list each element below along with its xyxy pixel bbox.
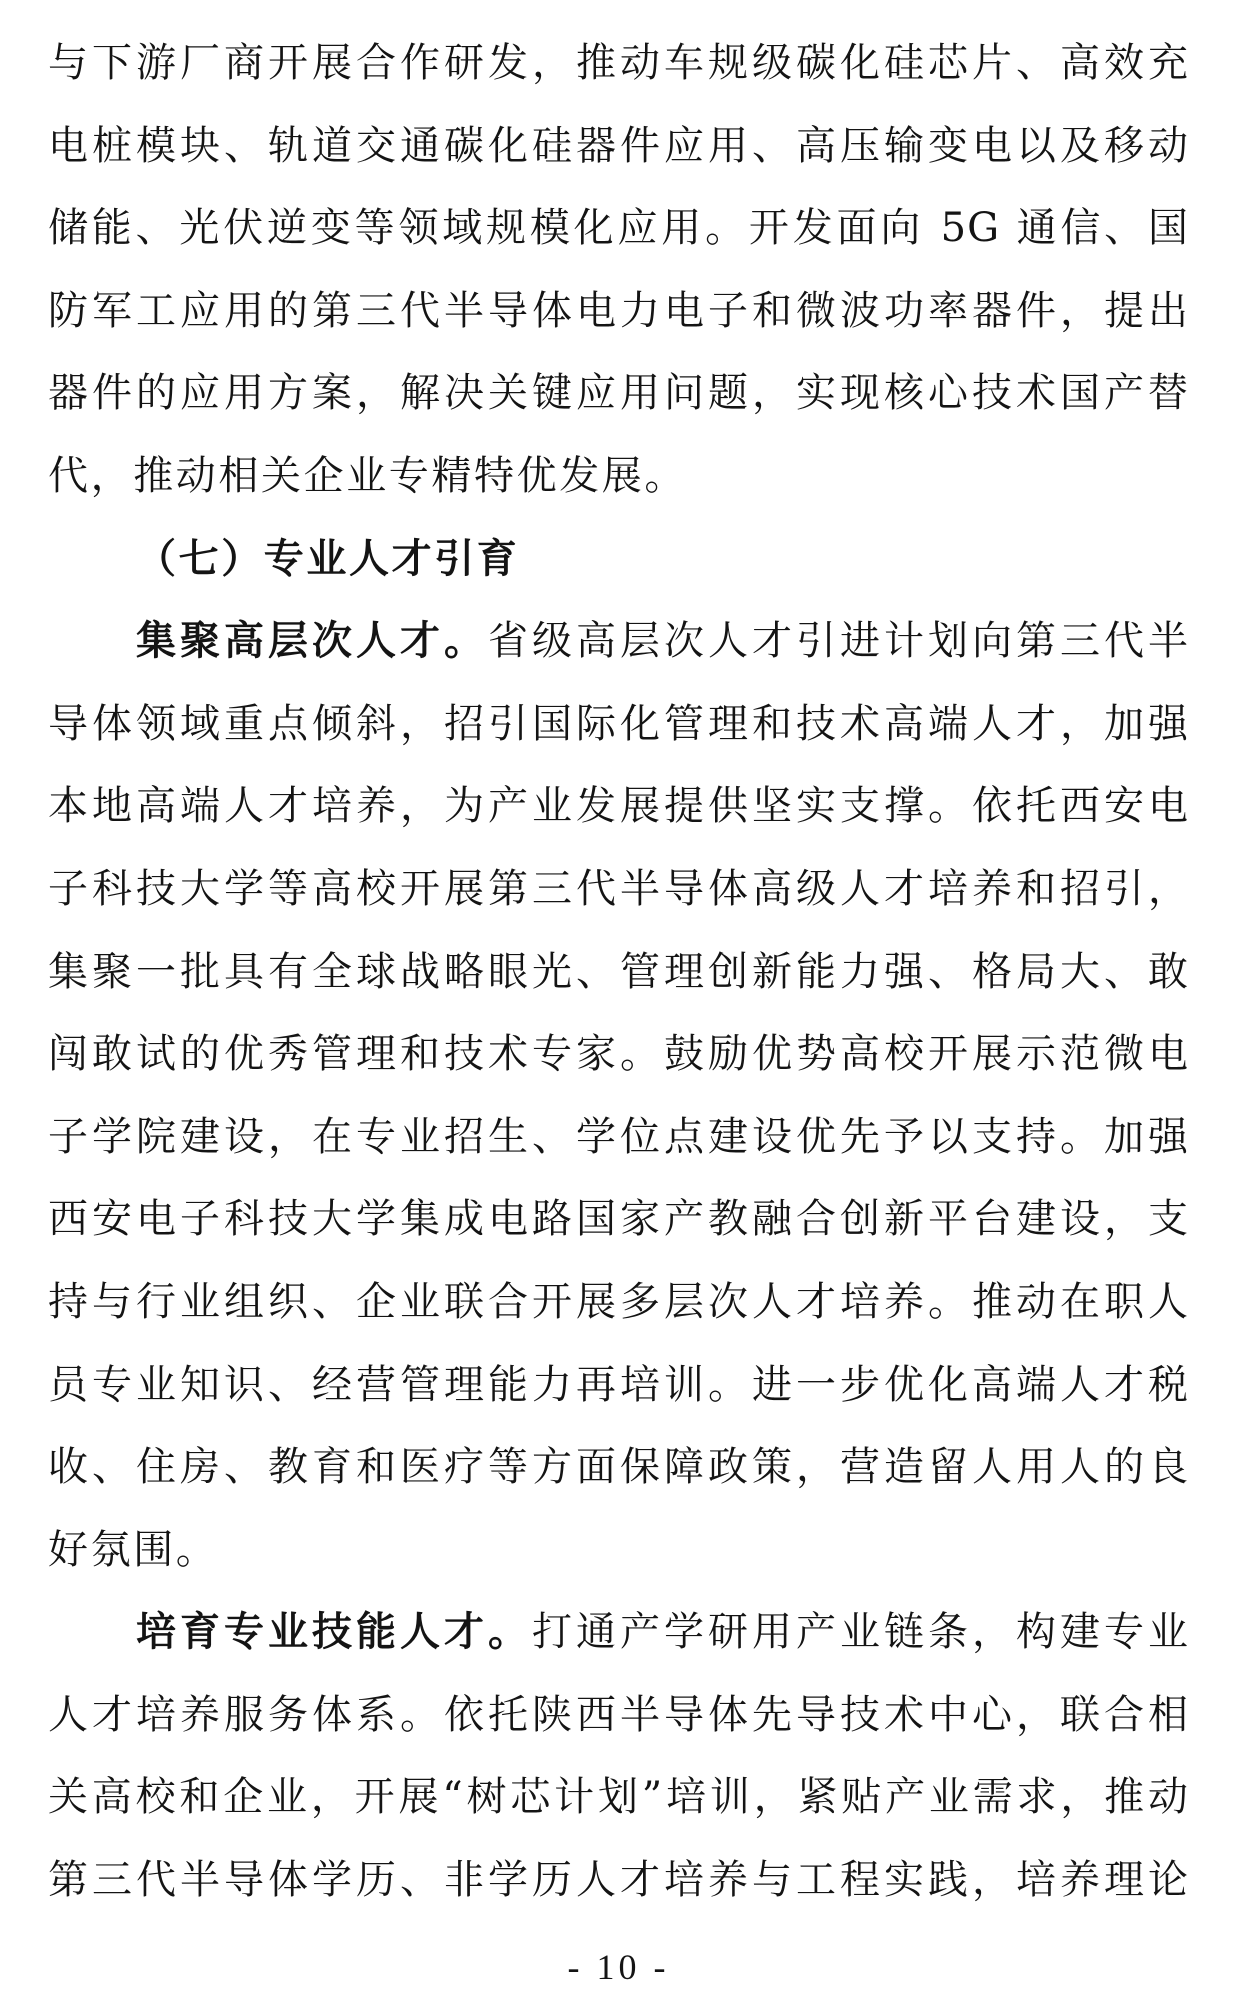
body-text-line: 人才培养服务体系。依托陕西半导体先导技术中心，联合相: [48, 1691, 1189, 1738]
body-text-line: 西安电子科技大学集成电路国家产教融合创新平台建设，支: [48, 1196, 1189, 1243]
body-text-line: 防军工应用的第三代半导体电力电子和微波功率器件，提出: [48, 287, 1189, 334]
body-text-line: 储能、光伏逆变等领域规模化应用。开发面向 5G 通信、国: [48, 205, 1189, 252]
body-text-line: 闯敢试的优秀管理和技术专家。鼓励优势高校开展示范微电: [48, 1031, 1189, 1078]
paragraph-first-line: [48, 1591, 1189, 1674]
body-text-line: 代，推动相关企业专精特优发展。: [48, 452, 687, 499]
body-text-line: 第三代半导体学历、非学历人才培养与工程实践，培养理论: [48, 1857, 1189, 1904]
body-text-line: 子科技大学等高校开展第三代半导体高级人才培养和招引，: [48, 865, 1189, 912]
body-text-line: 本地高端人才培养，为产业发展提供坚实支撑。依托西安电: [48, 783, 1189, 830]
body-text-line: 电桩模块、轨道交通碳化硅器件应用、高压输变电以及移动: [48, 122, 1189, 169]
paragraph-lead-bold: 培育专业技能人才。: [136, 1608, 532, 1656]
body-text-line: 收、住房、教育和医疗等方面保障政策，营造留人用人的良: [48, 1444, 1189, 1491]
page-number: - 10 -: [567, 1947, 670, 1987]
body-text-line: 好氛围。: [48, 1526, 219, 1573]
body-text-line: 集聚一批具有全球战略眼光、管理创新能力强、格局大、敢: [48, 948, 1189, 995]
body-text-line: 关高校和企业，开展“树芯计划”培训，紧贴产业需求，推动: [48, 1774, 1189, 1821]
body-text-line: 员专业知识、经营管理能力再培训。进一步优化高端人才税: [48, 1361, 1189, 1408]
paragraph-lead-bold: 集聚高层次人才。: [136, 617, 488, 665]
document-body: [48, 22, 1189, 1922]
paragraph-first-line: [48, 600, 1189, 683]
body-text: 省级高层次人才引进计划向第三代半: [488, 618, 1189, 665]
body-text-line: 持与行业组织、企业联合开展多层次人才培养。推动在职人: [48, 1278, 1189, 1325]
body-text-line: 器件的应用方案，解决关键应用问题，实现核心技术国产替: [48, 370, 1189, 417]
body-text-line: 与下游厂商开展合作研发，推动车规级碳化硅芯片、高效充: [48, 40, 1189, 86]
section-heading: （七）专业人才引育: [136, 534, 520, 582]
body-text-line: 子学院建设，在专业招生、学位点建设优先予以支持。加强: [48, 1113, 1189, 1160]
body-text: 打通产学研用产业链条，构建专业: [532, 1609, 1189, 1656]
body-text-line: 导体领域重点倾斜，招引国际化管理和技术高端人才，加强: [48, 700, 1189, 747]
